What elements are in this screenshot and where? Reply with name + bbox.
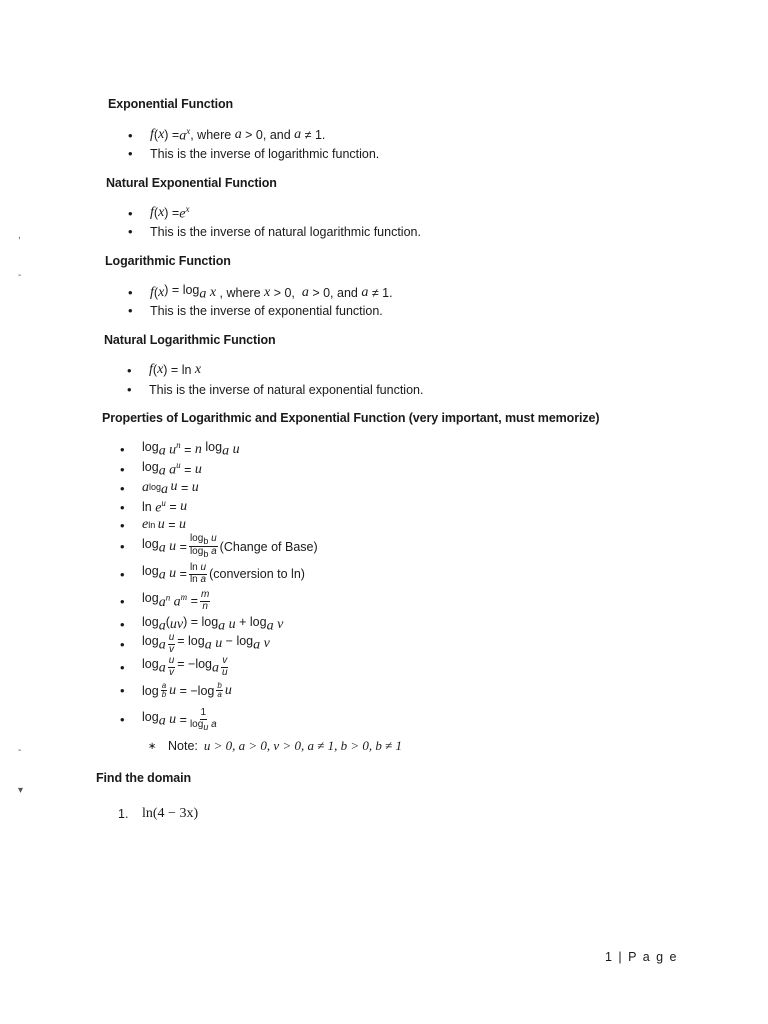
domain-item <box>118 806 198 822</box>
scan-mark: - <box>18 745 22 756</box>
bullet-log-inverse: • This is the inverse of exponential function. <box>128 303 383 318</box>
scan-mark: , <box>18 230 21 241</box>
property-reciprocal-base: • log $\frac{a}{b}$ u = −log $\frac{b}{a}$ u <box>120 681 232 700</box>
heading-logarithmic: Logarithmic Function <box>105 254 231 268</box>
heading-natural-logarithmic: Natural Logarithmic Function <box>104 333 276 347</box>
bullet-natlog-def: • f ( x ) = ln x <box>127 362 202 378</box>
page-footer: 1 | P a g e <box>604 950 678 964</box>
property-swap-base: • $\log_a$ u = $\frac{1}{\log_u a}$ <box>120 707 217 732</box>
property-change-of-base: • $\log_a$ u = $\frac{\log_b u}{\log_b a}$ (Change of Base) <box>120 533 318 560</box>
note-text: u > 0, a > 0, v > 0, a ≠ 1, b > 0, b ≠ 1 <box>203 738 403 753</box>
property-ln-of-e: • ln $e^u$ = u <box>120 498 188 516</box>
domain-item-number: 1. <box>118 807 129 821</box>
scan-mark: - <box>18 270 22 281</box>
conversion-label: (conversion to ln) <box>209 567 305 581</box>
property-note: ∗ Note: u > 0, a > 0, v > 0, a ≠ 1, b > 0, b ≠ 1 <box>148 738 403 753</box>
property-conversion-to-ln: • $\log_a$ u = $\frac{\text{ln u}}{\text{ln a}}$ (conversion to ln) <box>120 562 305 585</box>
heading-properties: Properties of Logarithmic and Exponential Function (very important, must memorize) <box>102 411 600 425</box>
property-exp-of-log: • a $\log_a u$ = u <box>120 479 199 497</box>
heading-exponential: Exponential Function <box>108 97 234 111</box>
bullet-exp-inverse: • This is the inverse of logarithmic function. <box>128 146 380 161</box>
property-log-of-exp: • $\log_a$ $a^u$ = u <box>120 460 202 479</box>
heading-natural-exponential: Natural Exponential Function <box>106 176 277 190</box>
bullet-natlog-inverse: • This is the inverse of natural exponential function. <box>127 382 424 397</box>
property-product-rule: • $\log_a$( uv ) = $\log_a$ u + $\log_a$ v <box>120 615 284 634</box>
property-base-power: • $\log_{a^n}$ $a^m$ = $\frac{m}{n}$ <box>120 589 210 612</box>
bullet-natexp-inverse: • This is the inverse of natural logarithmic function. <box>128 224 421 239</box>
bullet-log-def: • f ( x ) = $\log_a$ x , where x > 0, a > 0, and a ≠ 1. <box>128 283 393 302</box>
scan-mark: ▾ <box>18 785 24 796</box>
property-e-of-ln: • e ln u = u <box>120 517 186 533</box>
property-reciprocal-argument: • $\log_a$ $\frac{u}{v}$ = $-\log_a$ $\frac{v}{u}$ <box>120 655 228 678</box>
property-quotient-rule: • $\log_a$ $\frac{u}{v}$ = $\log_a$ u − $\log_a$ v <box>120 632 270 655</box>
property-power-rule: • $\log_a$ $u^n$ = n $\log_a$ u <box>120 440 240 459</box>
note-label: Note: <box>168 739 198 753</box>
heading-find-domain: Find the domain <box>96 771 192 785</box>
change-of-base-label: (Change of Base) <box>219 539 318 554</box>
bullet-exp-def: • f ( x ) = $a^x$ , where a > 0, and a ≠ 1. <box>128 126 326 144</box>
bullet-natexp-def: • f ( x ) = $e^x$ <box>128 204 190 222</box>
domain-item-expression: ln(4 − 3x) <box>142 806 199 821</box>
